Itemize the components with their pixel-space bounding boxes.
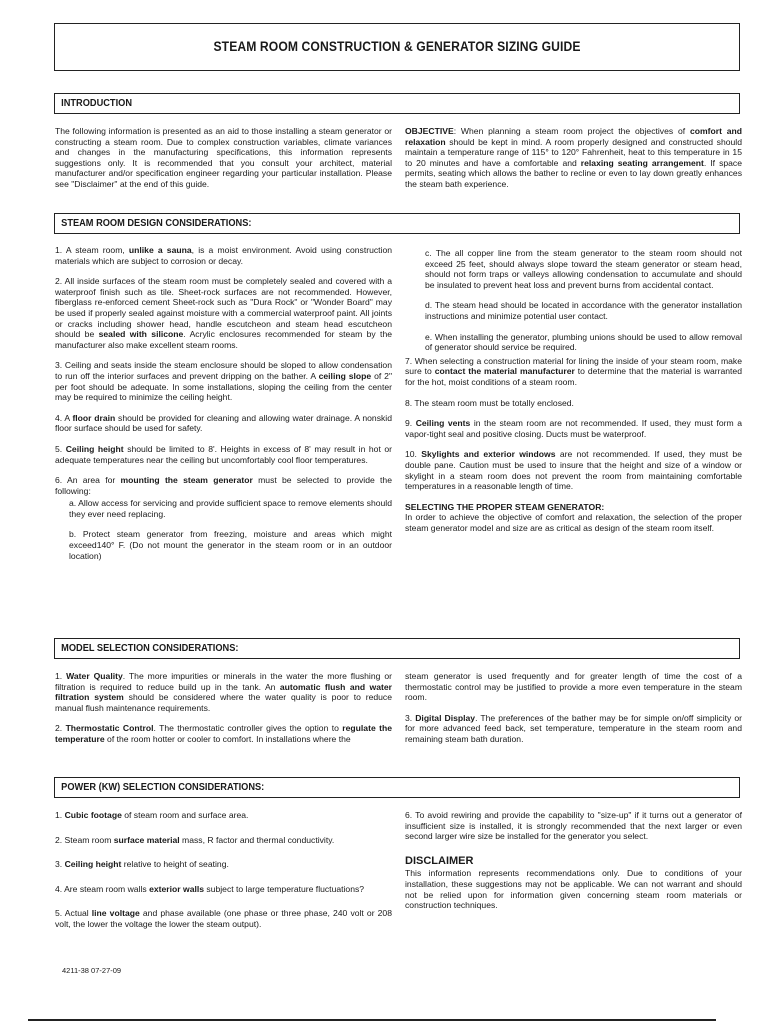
intro-left-column xyxy=(55,126,392,200)
page-title: STEAM ROOM CONSTRUCTION & GENERATOR SIZING GUIDE xyxy=(213,39,581,54)
power-item-6: 6. To avoid rewiring and provide the capability to "size-up" if it turns out a generator of insufficient size is installed, it is strongly recommended that the next larger or even second larger wire size be installed for the generator you select. xyxy=(405,810,742,842)
disclaimer-text: This information represents recommendations only. Due to conditions of your installation, these suggestions may not be applicable. We can not warrant and should not be relied upon for information given concerning steam room materials or construction techniques. xyxy=(405,868,742,911)
design-item-7: 7. When selecting a construction material for lining the inside of your steam room, make sure to contact the material manufacturer to determine that the material is warranted for the hot, moist conditions of a steam room. xyxy=(405,355,742,387)
document-code: 4211-38 07-27-09 xyxy=(62,966,122,975)
power-item-1: 1. Cubic footage of steam room and surface area. xyxy=(55,810,249,820)
power-right-column xyxy=(405,810,742,921)
power-item-5: 5. Actual line voltage and phase available (one phase or three phase, 240 volt or 208 volt, the lower the voltage the lower the steam output). xyxy=(55,908,392,929)
model-item-1: 1. Water Quality. The more impurities or minerals in the water the more flushing or filtration is required to reduce build up in the tank. An automatic flush and water filtration system should be considered where the water quality is poor to reduce manual flush maintenance requirements. xyxy=(55,671,392,713)
power-item-4: 4. Are steam room walls exterior walls subject to large temperature fluctuations? xyxy=(55,883,365,894)
design-item-6d: d. The steam head should be located in accordance with the generator installation instructions and minimize potential user contact. xyxy=(425,300,742,321)
title-box xyxy=(54,23,740,71)
model-right-column xyxy=(405,671,742,755)
design-item-6c: c. The all copper line from the steam generator to the steam room should not exceed 25 feet, should always slope toward the steam generator or steam head, should not form traps or valleys allowing condensation to accumulate and should be insulated to prevent heat loss and prevent burns from accidental contact. xyxy=(425,248,742,290)
intro-paragraph: The following information is presented as an aid to those installing a steam generator or constructing a steam room. Due to complex construction variables, climate variances and changes in the manufacturing specifications, this information represents suggestions only. It is recommended that you consult your architect, material manufacturer and/or specification engineer regarding your particular installation. Please see "Disclaimer" at the end of this guide. xyxy=(55,126,392,189)
power-item-2: 2. Steam room surface material mass, R factor and thermal conductivity. xyxy=(55,834,335,845)
section-heading-model: MODEL SELECTION CONSIDERATIONS: xyxy=(54,638,740,659)
model-item-2: 2. Thermostatic Control. The thermostatic controller gives the option to regulate the temperature of the room hotter or cooler to comfort. In installations where the xyxy=(55,723,392,744)
objective-paragraph: OBJECTIVE: When planning a steam room project the objectives of comfort and relaxation should be kept in mind. A room properly designed and constructed should maintain a temperature range of 115° to 120° Fahrenheit, heat to this temperature in 15 to 20 minutes and have a comfortable and relaxing seating arrangement. If space permits, seating which allows the bather to recline or even to lay down greatly enhances the steam bath experience. xyxy=(405,126,743,189)
design-item-5: 5. Ceiling height should be limited to 8'. Heights in excess of 8' may result in hot or adequate temperatures near the ceiling but uncomfortably cool floor temperatures. xyxy=(55,443,392,465)
design-item-9: 9. Ceiling vents in the steam room are not recommended. If used, they must form a vapor-tight seal and positive closing. Ducts must be waterproof. xyxy=(405,418,742,439)
design-item-10: 10. Skylights and exterior windows are not recommended. If used, they must be double pane. Caution must be used to insure that the height and size of a window or skylight in a steam room does not prevent the room from maintaining comfortable temperatures in a reasonable length of time. xyxy=(405,449,742,492)
design-left-column xyxy=(55,245,392,571)
design-item-3: 3. Ceiling and seats inside the steam enclosure should be sloped to allow condensation to run off the interior surfaces and prevent dripping on the bather. A ceiling slope of 2" per foot should be adequate. In some installations, sloping the ceiling from the center may be required to minimize the ceiling height. xyxy=(55,360,392,403)
selecting-generator-text: In order to achieve the objective of comfort and relaxation, the selection of the proper steam generator model and size are as critical as design of the steam room itself. xyxy=(405,512,742,533)
disclaimer-heading: DISCLAIMER xyxy=(405,854,474,867)
selecting-generator-heading: SELECTING THE PROPER STEAM GENERATOR: xyxy=(405,501,605,512)
design-item-6a: a. Allow access for servicing and provide sufficient space to remove elements should they ever need replacing. xyxy=(69,498,392,519)
section-heading-power: POWER (KW) SELECTION CONSIDERATIONS: xyxy=(54,777,740,798)
design-item-2: 2. All inside surfaces of the steam room must be completely sealed and covered with a waterproof finish such as tile. Sheet-rock surfaces are not recommended. However, fiberglass re-enforced cement Sheet-rock such as "Dura Rock" or "Wonder Board" may be used if properly sealed against moisture with a commercial waterproof paint. All joints or cracks including shower head, handle escutcheon and steam head escutcheon should be sealed with silicone. Acrylic enclosures recommended for steam by the manufacturer also make excellent steam rooms. xyxy=(55,276,393,350)
design-item-6: 6. An area for mounting the steam generator must be selected to provide the following: xyxy=(55,475,392,496)
section-heading-introduction: INTRODUCTION xyxy=(54,93,740,114)
model-item-3: 3. Digital Display. The preferences of the bather may be for simple on/off simplicity or for more advanced feed back, set temperature, temperature in the steam room and remaining steam bath duration. xyxy=(405,712,742,744)
bottom-rule xyxy=(28,1019,716,1021)
model-item-2-continued: steam generator is used frequently and for greater length of time the cost of a thermostatic control may be justified to provide a more even temperature in the steam room. xyxy=(405,671,742,703)
design-item-4: 4. A floor drain should be provided for cleaning and allowing water drainage. A nonskid floor surface should be used for safety. xyxy=(55,412,392,434)
intro-right-column xyxy=(405,126,742,200)
power-item-3: 3. Ceiling height relative to height of seating. xyxy=(55,859,229,870)
design-right-column xyxy=(405,248,742,543)
design-item-1: 1. A steam room, unlike a sauna, is a moist environment. Avoid using construction materials which are subject to corrosion or decay. xyxy=(55,245,392,266)
model-left-column xyxy=(55,671,392,755)
design-item-6b: b. Protect steam generator from freezing, moisture and areas which might exceed140° F. (Do not mount the generator in the steam room or in an outdoor location) xyxy=(69,529,392,561)
design-item-8: 8. The steam room must be totally enclosed. xyxy=(405,397,574,408)
section-heading-design: STEAM ROOM DESIGN CONSIDERATIONS: xyxy=(54,213,740,234)
power-left-column xyxy=(55,810,392,940)
design-item-6e: e. When installing the generator, plumbing unions should be used to allow removal of generator should service be required. xyxy=(425,331,742,353)
